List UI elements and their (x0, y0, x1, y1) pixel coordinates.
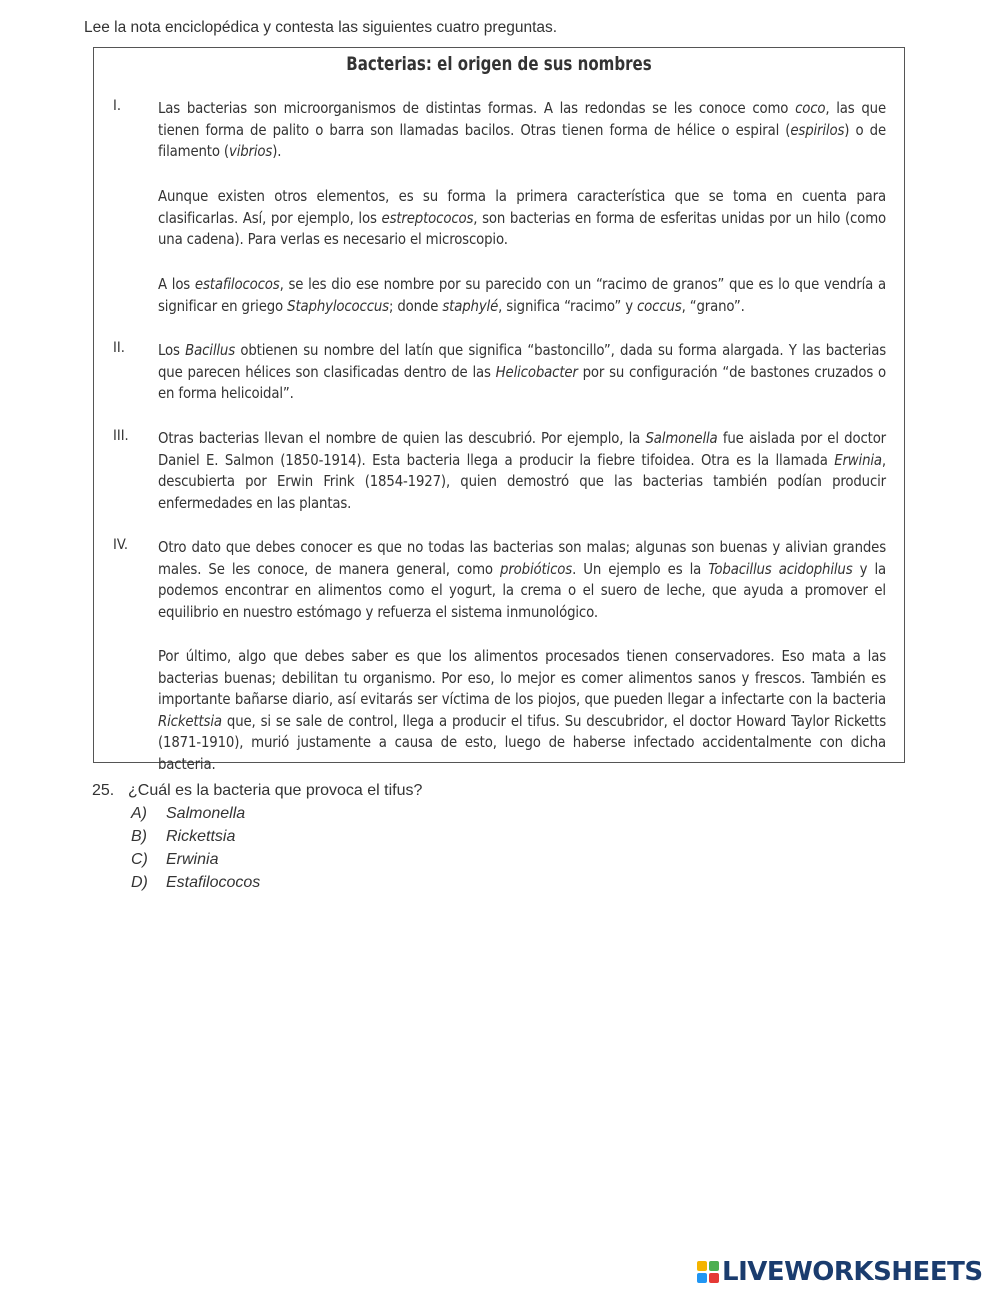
paragraph: Otras bacterias llevan el nombre de quien las descubrió. Por ejemplo, la Salmonella fue aislada por el doctor Daniel E. Salmon (1850-1914). Esta bacteria llega a producir la fiebre tifoidea. Otra es la llamada Erwinia, descubierta por Erwin Frink (1854-1927), quien demostró que las bacterias también podían producir enfermedades en las plantas. (158, 430, 887, 512)
section-numeral: IV. (113, 537, 129, 553)
section-numeral: III. (113, 428, 129, 444)
section-numeral: I. (113, 98, 121, 114)
logo-icon (697, 1261, 719, 1283)
logo-square-icon (709, 1273, 719, 1283)
option-letter: D) (131, 874, 148, 891)
question-number: 25. (92, 782, 115, 799)
option-b[interactable] (131, 828, 260, 851)
logo-square-icon (697, 1273, 707, 1283)
option-letter: A) (131, 805, 147, 822)
option-text: Erwinia (166, 851, 219, 868)
paragraph: Otro dato que debes conocer es que no todas las bacterias son malas; algunas son buenas y alivian grandes males. Se les conoce, de manera general, como probióticos. Un ejemplo es la Tobacillus acidophilus y la podemos encontrar en alimentos como el yogurt, la crema o el suero de leche, que ayuda a promover el equilibrio en nuestro estómago y refuerza el sistema inmunológico. (158, 539, 886, 621)
paragraph: Los Bacillus obtienen su nombre del latín que significa “bastoncillo”, dada su forma alargada. Y las bacterias que parecen hélices son clasificadas dentro de las Helicobacter por su configuración “de bastones cruzados o en forma helicoidal”. (158, 342, 886, 402)
logo-square-icon (697, 1261, 707, 1271)
paragraph: A los estafilococos, se les dio ese nombre por su parecido con un “racimo de granos” que es lo que vendría a significar en griego Staphylococcus; donde staphylé, significa “racimo” y coccus, “grano”. (158, 276, 886, 315)
option-c[interactable] (131, 851, 260, 874)
paragraph: Las bacterias son microorganismos de distintas formas. A las redondas se les conoce como coco, las que tienen forma de palito o barra son llamadas bacilos. Otras tienen forma de hélice o espiral (espirilos) o de filamento (vibrios). (158, 100, 886, 160)
section-numeral: II. (113, 340, 125, 356)
article-title: Bacterias: el origen de sus nombres (346, 53, 652, 75)
answer-options (131, 805, 260, 897)
article-box (93, 47, 905, 773)
logo-text: LIVEWORKSHEETS (722, 1257, 983, 1287)
question-25 (92, 782, 422, 800)
instruction-text: Lee la nota enciclopédica y contesta las siguientes cuatro preguntas. (84, 19, 558, 36)
liveworksheets-logo (697, 1257, 983, 1287)
logo-square-icon (709, 1261, 719, 1271)
option-text: Rickettsia (166, 828, 236, 845)
option-d[interactable] (131, 874, 260, 897)
option-letter: B) (131, 828, 147, 845)
option-letter: C) (131, 851, 148, 868)
paragraph: Aunque existen otros elementos, es su forma la primera característica que se toma en cuenta para clasificarlas. Así, por ejemplo, los estreptococos, son bacterias en forma de esferitas unidas por un hilo (como una cadena). Para verlas es necesario el microscopio. (158, 188, 887, 248)
option-text: Estafilococos (166, 874, 261, 891)
option-text: Salmonella (166, 805, 246, 822)
option-a[interactable] (131, 805, 260, 828)
paragraph: Por último, algo que debes saber es que los alimentos procesados tienen conservadores. Eso mata a las bacterias buenas; debilitan tu organismo. Por eso, lo mejor es comer alimentos sanos y frescos. También es importante bañarse diario, así evitarás ser víctima de los piojos, que pueden llegar a infectarte con la bacteria Rickettsia que, si se sale de control, llega a producir el tifus. Su descubridor, el doctor Howard Taylor Ricketts (1871-1910), murió justamente a causa de esto, luego de haberse infectado accidentalmente con dicha bacteria. (158, 648, 886, 773)
question-text: ¿Cuál es la bacteria que provoca el tifus? (128, 782, 423, 799)
